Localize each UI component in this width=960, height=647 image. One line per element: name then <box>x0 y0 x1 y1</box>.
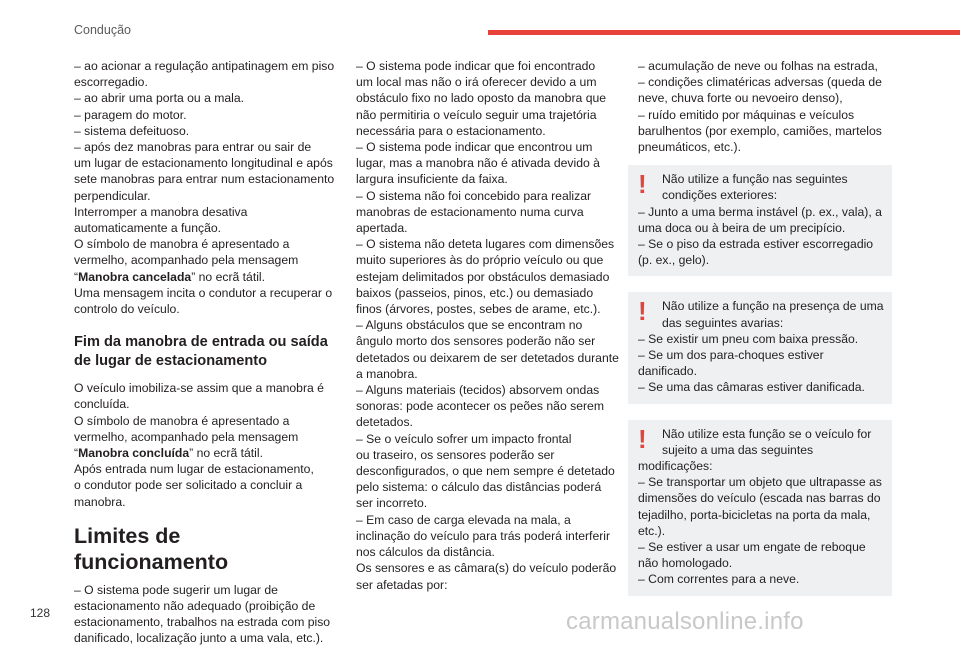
warning-lead-line: das seguintes avarias: <box>662 315 784 330</box>
text-line: ser incorreto. <box>356 496 428 511</box>
text-line: apertada. <box>356 221 408 236</box>
text-line: nos cálculos da distância. <box>356 545 495 560</box>
cancel-message-line <box>74 269 340 285</box>
text-line: controlo do veículo. <box>74 302 180 317</box>
warning-body-line: – Se o piso da estrada estiver escorregadio <box>638 237 874 252</box>
section-heading-end <box>74 333 340 371</box>
text-line: largura insuficiente da faixa. <box>356 172 508 187</box>
col1-lines-e <box>74 582 340 647</box>
warnings-container <box>638 165 904 595</box>
text-line: O símbolo de manobra é apresentado a <box>74 413 290 428</box>
warning-box <box>628 292 892 403</box>
text-line: Interromper a manobra desativa <box>74 204 248 219</box>
warning-body-line: – Se um dos para-choques estiver <box>638 348 824 363</box>
text-line: – ao acionar a regulação antipatinagem em piso <box>74 59 335 73</box>
completed-message: Manobra concluída <box>78 446 190 461</box>
heading-line-2: de lugar de estacionamento <box>74 353 268 370</box>
text-line: inclinação do veículo para trás poderá interferir <box>356 528 611 543</box>
watermark: carmanualsonline.info <box>566 608 804 635</box>
cancel-message-suffix: ” no ecrã tátil. <box>191 269 266 284</box>
text-line: barulhentos (por exemplo, camiões, martelos <box>638 123 882 138</box>
text-line: baixos (passeios, pinos, etc.) ou demasiado <box>356 285 594 300</box>
text-line: Os sensores e as câmara(s) do veículo poderão <box>356 561 617 576</box>
col2-lines <box>356 58 620 593</box>
warning-body-line: não homologado. <box>638 556 733 571</box>
text-line: Uma mensagem incita o condutor a recuperar o <box>74 285 333 300</box>
text-line: automaticamente a função. <box>74 221 222 236</box>
text-line: concluída. <box>74 397 130 412</box>
warning-body-line: – Com correntes para a neve. <box>638 572 800 587</box>
text-line: pelo sistema: o cálculo das distâncias poderá <box>356 480 602 495</box>
text-line: lugar, mas a manobra não é ativada devido à <box>356 156 600 171</box>
warning-body-line: – Se transportar um objeto que ultrapasse as <box>638 475 882 490</box>
column-3 <box>638 58 904 596</box>
warning-body-line: – Junto a uma berma instável (p. ex., vala), a <box>638 204 882 219</box>
warning-exclamation-icon: ! <box>638 423 647 454</box>
column-1 <box>74 58 340 647</box>
text-line: detetados. <box>356 415 413 430</box>
text-line: – Alguns materiais (tecidos) absorvem ondas <box>356 383 600 398</box>
text-line: – Alguns obstáculos que se encontram no <box>356 318 583 333</box>
text-line: sonoras: pode acontecer os peões não serem <box>356 399 604 414</box>
text-line: estejam delimitados por obstáculos demasiado <box>356 269 610 284</box>
warning-body-line: – Se estiver a usar um engate de reboque <box>638 540 866 555</box>
text-line: ou traseiro, os sensores poderão ser <box>356 447 555 462</box>
text-line: pneumáticos, etc.). <box>638 140 741 155</box>
text-line: manobras de estacionamento numa curva <box>356 204 584 219</box>
text-line: um lugar de estacionamento longitudinal e após <box>74 156 333 171</box>
text-line: escorregadio. <box>74 75 148 90</box>
col1-lines-c <box>74 380 340 445</box>
text-line: não permitiria o veículo seguir uma trajetória <box>356 107 597 122</box>
col1-lines-d <box>74 461 340 510</box>
text-line: sete manobras para entrar num estacionamento <box>74 172 335 187</box>
heading-line-1: Fim da manobra de entrada ou saída <box>74 334 328 351</box>
warning-body-line: dimensões do veículo (escada nas barras do <box>638 491 881 506</box>
header-accent-bar <box>488 30 960 35</box>
text-line: – O sistema não deteta lugares com dimensões <box>356 237 615 252</box>
text-line: finos (árvores, postes, sebes de arame, etc.). <box>356 302 601 317</box>
section-heading-limits: Limites de funcionamento <box>74 523 229 574</box>
warning-lead-line: Não utilize a função na presença de uma <box>662 299 884 314</box>
quote-open: “ <box>74 446 79 461</box>
warning-body-line: modificações: <box>638 459 713 474</box>
text-line: O símbolo de manobra é apresentado a <box>74 237 290 252</box>
text-line: necessária para o estacionamento. <box>356 123 546 138</box>
text-line: – condições climatéricas adversas (queda de <box>638 75 882 90</box>
text-line: estacionamento, trabalhos na estrada com piso <box>74 615 331 630</box>
text-line: estacionamento não adequado (proibição de <box>74 599 316 614</box>
text-line: – após dez manobras para entrar ou sair de <box>74 140 312 155</box>
warning-box <box>628 420 892 596</box>
text-line: – O sistema pode indicar que encontrou um <box>356 140 593 155</box>
text-line: – O sistema pode sugerir um lugar de <box>74 582 278 597</box>
warning-lead-line: Não utilize esta função se o veículo for <box>662 426 872 441</box>
text-line: – acumulação de neve ou folhas na estrada, <box>638 59 878 73</box>
col3-lines <box>638 58 904 155</box>
warning-body-line: danificado. <box>638 364 697 379</box>
text-line: ser afetadas por: <box>356 577 448 592</box>
warning-body-line: uma doca ou à beira de um precipício. <box>638 220 846 235</box>
text-line: desconfigurados, o que nem sempre é detetado <box>356 464 615 479</box>
text-line: O veículo imobiliza-se assim que a manobra é <box>74 381 324 396</box>
warning-body-line: tejadilho, porta-bicicletas na porta da mala, <box>638 507 871 522</box>
text-line: ângulo morto dos sensores poderão não ser <box>356 334 596 349</box>
text-line: – paragem do motor. <box>74 107 187 122</box>
warning-body-line: etc.). <box>638 523 666 538</box>
text-line: – O sistema não foi concebido para realizar <box>356 188 592 203</box>
text-line: a manobra. <box>356 366 418 381</box>
text-line: obstáculo fixo no lado oposto da manobra que <box>356 91 607 106</box>
warning-exclamation-icon: ! <box>638 169 647 200</box>
text-line: danificado, localização junto a uma vala, etc.). <box>74 631 324 646</box>
text-line: um local mas não o irá oferecer devido a um <box>356 75 597 90</box>
text-line: – ao abrir uma porta ou a mala. <box>74 91 245 106</box>
warning-body-line: – Se uma das câmaras estiver danificada. <box>638 380 865 395</box>
text-line: – Em caso de carga elevada na mala, a <box>356 512 571 527</box>
page-number: 128 <box>30 606 51 620</box>
quote-open: “ <box>74 269 79 284</box>
text-line: – ruído emitido por máquinas e veículos <box>638 107 855 122</box>
warning-exclamation-icon: ! <box>638 296 647 327</box>
text-line: – Se o veículo sofrer um impacto frontal <box>356 431 572 446</box>
text-line: o condutor pode ser solicitado a concluir a <box>74 478 303 493</box>
text-line: perpendicular. <box>74 188 151 203</box>
warning-body-line: (p. ex., gelo). <box>638 253 710 268</box>
text-line: – sistema defeituoso. <box>74 123 190 138</box>
col1-lines-b <box>74 285 340 317</box>
warning-lead-line: condições exteriores: <box>662 188 778 203</box>
text-line: muito superiores às do próprio veículo ou que <box>356 253 604 268</box>
text-line: vermelho, acompanhado pela mensagem <box>74 429 299 444</box>
text-line: manobra. <box>74 494 126 509</box>
header-title: Condução <box>74 23 131 37</box>
warning-body-line: – Se existir um pneu com baixa pressão. <box>638 331 859 346</box>
text-line: vermelho, acompanhado pela mensagem <box>74 253 299 268</box>
col1-lines-a <box>74 58 340 269</box>
warning-lead-line: Não utilize a função nas seguintes <box>662 172 848 187</box>
cancel-message: Manobra cancelada <box>78 269 192 284</box>
text-line: – O sistema pode indicar que foi encontrado <box>356 59 596 73</box>
warning-box <box>628 165 892 276</box>
text-line: Após entrada num lugar de estacionamento, <box>74 462 314 477</box>
warning-lead-line: sujeito a uma das seguintes <box>662 442 814 457</box>
text-line: neve, chuva forte ou nevoeiro denso), <box>638 91 843 106</box>
completed-message-suffix: ” no ecrã tátil. <box>189 446 263 461</box>
completed-message-line <box>74 445 340 461</box>
column-2 <box>356 58 620 593</box>
text-line: detetados ou deixarem de ser detetados durante <box>356 350 619 365</box>
